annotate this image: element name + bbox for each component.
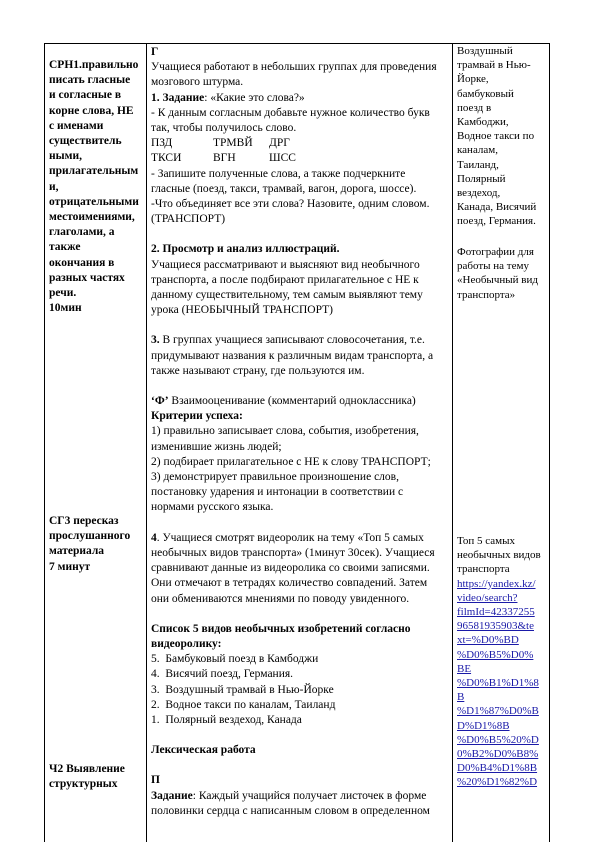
- criteria-line: нормами русского языка.: [151, 501, 274, 514]
- left-line: 7 минут: [49, 560, 91, 573]
- middle-content: [151, 45, 449, 819]
- task2-heading: 2. Просмотр и анализ иллюстраций.: [151, 243, 340, 256]
- left-line: прослушанного: [49, 530, 131, 543]
- link-line[interactable]: BE: [457, 662, 472, 675]
- right-block-transport: [457, 44, 549, 229]
- link-line[interactable]: D0%B4%D1%8B: [457, 762, 538, 775]
- word: ВГН: [213, 152, 236, 165]
- right-line: «Необычный вид: [457, 274, 538, 287]
- intro-line: Учащиеся работают в небольших группах для проведения: [151, 61, 437, 74]
- criteria-line: 2) подбирает прилагательное с НЕ к слову ТРАНСПОРТ;: [151, 455, 431, 468]
- task4-text: . Учащиеся смотрят видеоролик на тему «Топ 5 самых: [156, 531, 424, 544]
- right-line: Камбоджи,: [457, 116, 509, 129]
- task1-line: -Что объединяет все эти слова? Назовите, одним словом.: [151, 198, 430, 211]
- right-line: бамбуковый: [457, 87, 514, 100]
- left-column: [45, 43, 150, 842]
- link-line[interactable]: %20%D1%82%D: [457, 776, 538, 789]
- task4-line: Они отмечают в тетрадях количество совпадений. Затем: [151, 577, 428, 590]
- criteria-line: 3) демонстрирует правильное произношение слов,: [151, 471, 399, 484]
- word: ДРГ: [269, 137, 290, 150]
- intro-line: мозгового штурма.: [151, 76, 244, 89]
- task4-line: необычных видов транспорта» (1минут 30сек). Учащиеся: [151, 546, 435, 559]
- task2-line: данному существительному, тем самым выявляют тему: [151, 289, 423, 302]
- left-block-ch2: [49, 762, 125, 792]
- task4-line: сравнивают данные из видеоролика со своими записями.: [151, 562, 430, 575]
- left-line: существитель: [49, 135, 122, 148]
- left-line: разных частях: [49, 271, 125, 284]
- link-line[interactable]: B: [457, 691, 465, 704]
- list-item: 3. Воздушный трамвай в Нью-Йорке: [151, 683, 334, 696]
- task1-line: - К данным согласным добавьте нужное количество букв: [151, 106, 430, 119]
- left-line: ными,: [49, 150, 82, 163]
- lesson-plan-table: [44, 43, 550, 842]
- left-line: структурных: [49, 778, 118, 791]
- word: ПЗД: [151, 137, 173, 150]
- task3-line: также называют страну, где пользуются им.: [151, 364, 365, 377]
- right-line: поезд, Германия.: [457, 215, 536, 228]
- left-line: Ч2 Выявление: [49, 763, 125, 775]
- task-p-line: [151, 789, 449, 804]
- link-line[interactable]: D%D1%8B: [457, 719, 510, 732]
- list-item: 4. Висячий поезд, Германия.: [151, 668, 294, 681]
- task3-line: придумывают названия к различным видам транспорта, а: [151, 349, 434, 362]
- right-line: Йорке,: [457, 73, 489, 86]
- task1-line: - Запишите полученные слова, а также подчеркните: [151, 167, 406, 180]
- task-p-text: : Каждый учащийся получает листочек в форме: [192, 789, 427, 802]
- right-line: необычных видов: [457, 549, 541, 562]
- left-block-srn1: [49, 58, 139, 316]
- criteria-line: изменившие жизнь людей;: [151, 440, 282, 453]
- link-line[interactable]: %D0%B5%D0%: [457, 648, 534, 661]
- left-line: местоимениями,: [49, 211, 135, 224]
- task1-heading: [151, 91, 449, 106]
- link-line[interactable]: 0%B2%D0%B8%: [457, 748, 539, 761]
- left-line: и,: [49, 180, 59, 193]
- right-line: Полярный: [457, 172, 506, 185]
- list-item: 2. Водное такси по каналам, Таиланд: [151, 698, 336, 711]
- task4-line: они обмениваются мнениями по поводу увиденного.: [151, 592, 410, 605]
- task3-line: [151, 333, 449, 348]
- list-heading: видеоролику:: [151, 637, 222, 650]
- right-line: Таиланд,: [457, 158, 499, 171]
- link-line[interactable]: 96581935903&te: [457, 620, 534, 633]
- link-line[interactable]: xt=%D0%BD: [457, 634, 519, 647]
- left-block-sg3: [49, 514, 130, 575]
- task1-line: гласные (поезд, такси, трамвай, вагон, дорога, шоссе).: [151, 182, 417, 195]
- right-block-video: [457, 534, 549, 790]
- middle-column: [148, 43, 453, 842]
- left-line: 10мин: [49, 302, 82, 315]
- link-line[interactable]: video/search?: [457, 591, 518, 604]
- task3-number: 3.: [151, 334, 160, 347]
- list-item: 1. Полярный вездеход, Канада: [151, 713, 302, 726]
- word: ШСС: [269, 152, 296, 165]
- task-p-label: Задание: [151, 789, 193, 802]
- link-line[interactable]: %D1%87%D0%B: [457, 705, 539, 718]
- f-label: ‘Ф’: [151, 395, 169, 408]
- criteria-heading: Критерии успеха:: [151, 410, 243, 423]
- task2-line: транспорта, а после подбирают прилагательное с НЕ к: [151, 273, 419, 286]
- right-line: Топ 5 самых: [457, 535, 516, 547]
- left-line: глаголами, а: [49, 226, 115, 239]
- f-text: Взаимооценивание (комментарий одноклассника): [168, 395, 416, 408]
- right-line: вездеход,: [457, 187, 501, 200]
- link-line[interactable]: %D0%B1%D1%8: [457, 677, 539, 690]
- task1-line: (ТРАНСПОРТ): [151, 213, 226, 226]
- left-line: и согласные в: [49, 89, 122, 102]
- right-line: Фотографии для: [457, 246, 534, 258]
- task-p-line: половинки сердца с написанным словом в определенном: [151, 804, 430, 817]
- right-line: трамвай в Нью-: [457, 59, 531, 72]
- right-line: поезд в: [457, 101, 492, 114]
- words-row: [151, 136, 449, 151]
- left-line: СГ3 пересказ: [49, 515, 119, 527]
- left-line: писать гласные: [49, 74, 131, 87]
- link-line[interactable]: %D0%B5%20%D: [457, 733, 539, 746]
- right-line: Канада, Висячий: [457, 201, 537, 214]
- right-line: Воздушный: [457, 45, 513, 57]
- right-line: Водное такси по: [457, 130, 535, 143]
- lexical-work-heading: Лексическая работа: [151, 744, 256, 757]
- peer-assessment-line: [151, 394, 449, 409]
- right-block-photos: [457, 245, 549, 302]
- task4-line: [151, 531, 449, 546]
- section-g-heading: Г: [151, 46, 159, 58]
- left-line: речи.: [49, 287, 77, 300]
- list-item: 5. Бамбуковый поезд в Камбоджи: [151, 653, 319, 666]
- link-line[interactable]: filmId=42337255: [457, 606, 535, 619]
- left-line: также: [49, 241, 81, 254]
- task4-number: 4: [151, 531, 157, 544]
- criteria-line: 1) правильно записывает слова, события, изобретения,: [151, 425, 419, 438]
- task3-text: В группах учащиеся записывают словосочетания, т.е.: [159, 334, 425, 347]
- right-line: работы на тему: [457, 260, 529, 273]
- left-line: материала: [49, 545, 105, 558]
- task1-title: : «Какие это слова?»: [204, 91, 305, 104]
- link-line[interactable]: https://yandex.kz/: [457, 577, 536, 590]
- word: ТРМВЙ: [213, 137, 253, 150]
- task1-number: 1.: [151, 91, 163, 104]
- list-heading: Список 5 видов необычных изобретений согласно: [151, 622, 411, 635]
- task2-line: Учащиеся рассматривают и выясняют вид необычного: [151, 258, 420, 271]
- right-column: [454, 43, 551, 842]
- left-line: прилагательным: [49, 165, 139, 178]
- video-link[interactable]: [457, 577, 549, 790]
- right-line: транспорта»: [457, 288, 516, 301]
- word: ТКСИ: [151, 152, 182, 165]
- task1-line: так, чтобы получилось слово.: [151, 122, 297, 135]
- task1-label: Задание: [162, 91, 205, 104]
- words-row: [151, 151, 449, 166]
- left-line: отрицательными: [49, 195, 139, 208]
- section-p-heading: П: [151, 774, 160, 787]
- task2-line: урока (НЕОБЫЧНЫЙ ТРАНСПОРТ): [151, 304, 333, 317]
- left-line: окончания в: [49, 256, 115, 269]
- left-line: с именами: [49, 119, 104, 132]
- left-line: корне слова, НЕ: [49, 104, 134, 117]
- right-line: транспорта: [457, 563, 510, 576]
- right-line: каналам,: [457, 144, 499, 157]
- criteria-line: постановку ударения и интонации в соответствии с: [151, 486, 404, 499]
- left-line: СРН1.правильно: [49, 59, 139, 71]
